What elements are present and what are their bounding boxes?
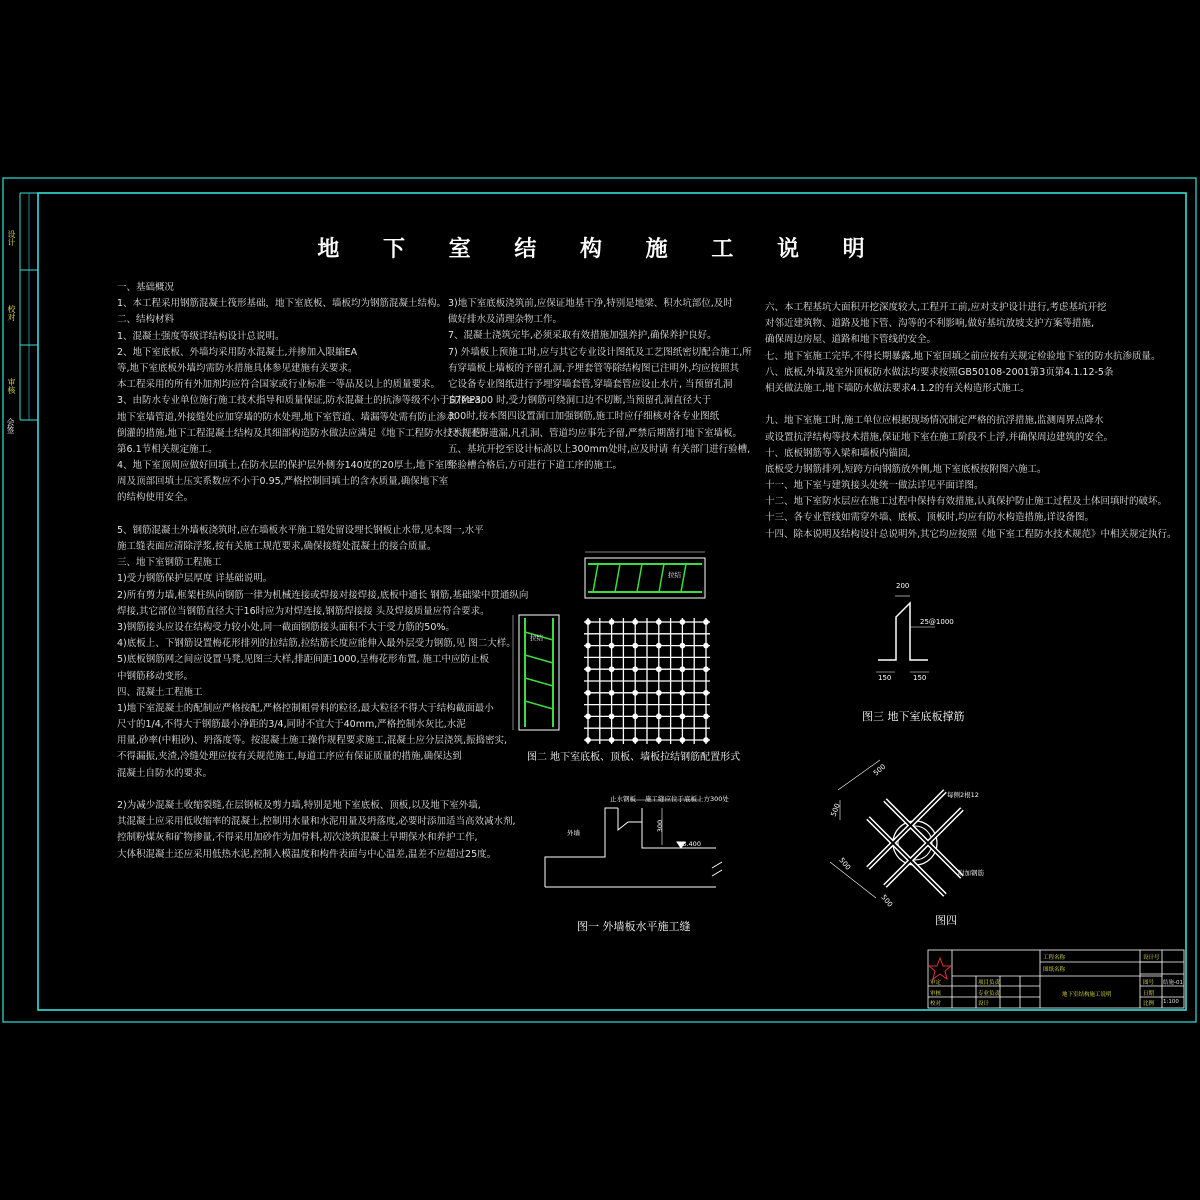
- tb-cell: 项目负责: [978, 980, 1001, 986]
- note-line: 中钢筋移动变形。: [117, 670, 194, 682]
- note-line: 倒灌的措施,地下工程混凝土结构及其细部构造防水做法应满足《地下工程防水技术规范》: [117, 427, 491, 439]
- note-line: 尺寸的1/4,不得大于钢筋最小净距的3/4,同时不宜大于40mm,严格控制水灰比,水泥: [117, 719, 466, 731]
- figure-1-note-label: 施工缝应位于底板上方300处: [645, 795, 729, 803]
- mesh-tie: [704, 714, 708, 718]
- mesh-tie: [680, 691, 684, 695]
- note-line: 经验槽合格后,方可进行下道工序的施工。: [448, 459, 623, 471]
- notes-right-column: [765, 300, 1177, 543]
- drawing-title: 地 下 室 结 构 施 工 说 明: [317, 237, 883, 262]
- note-line: 本工程采用的所有外加剂均应符合国家或行业标准一等品及以上的质量要求。: [117, 379, 441, 391]
- tb-cell: 专业负责: [978, 991, 1001, 997]
- figure-3-dim-top: 200: [896, 582, 910, 590]
- note-line: 大体积混凝土还应采用低热水泥,控制入模温度和构件表面与中心温差,温差不应超过25度。: [117, 848, 497, 860]
- note-line: 周及顶部回填土压实系数应不小于0.95,严格控制回填土的含水质量,确保地下室: [117, 476, 449, 488]
- mesh-tie: [586, 738, 590, 742]
- mesh-tie: [704, 667, 708, 671]
- mesh-tie: [609, 738, 613, 742]
- note-line: 三、地下室钢筋工程施工: [117, 557, 222, 569]
- figure-2: [513, 552, 710, 744]
- mesh-tie: [680, 714, 684, 718]
- figure-3-caption: 图三 地下室底板撑筋: [862, 710, 965, 723]
- figure-1-elevation: -3.400: [680, 840, 701, 848]
- note-line: 1)地下室混凝土的配制应严格按配,严格控制粗骨料的粒径,最大粒径不得大于结构截面最小: [117, 702, 494, 714]
- mesh-tie: [609, 667, 613, 671]
- figure-3-dim-right: 150: [913, 674, 927, 682]
- figure-2-label-a: 拉结: [530, 634, 543, 642]
- figure-4-dim-d: 500: [879, 893, 895, 909]
- figure-1-outer-wall-label: 外墙: [567, 829, 580, 837]
- mesh-tie: [633, 714, 637, 718]
- note-line: 2、地下室底板、外墙均采用防水混凝土,并掺加入限縮EA: [117, 346, 358, 358]
- note-line: 对邻近建筑物、道路及地下管、沟等的不利影响,做好基坑放坡支护方案等措施,: [765, 318, 1095, 330]
- note-line: 四、混凝土工程施工: [117, 686, 203, 698]
- note-line: [765, 397, 1177, 413]
- strip-label-review: 审核: [7, 378, 16, 394]
- figure-4-bar-label: 每侧2根12: [947, 791, 979, 799]
- note-line: 第6.1节相关规定施工。: [117, 443, 218, 455]
- mesh-tie: [704, 643, 708, 647]
- mesh-tie: [633, 691, 637, 695]
- note-line: 相关做法施工,地下墙防水做法要求4.1.2的有关构造形式施工。: [765, 382, 1030, 394]
- note-line: 7、混凝土浇筑完毕,必须采取有效措施加强养护,确保养护良好。: [448, 330, 717, 342]
- note-line: 五、基坑开挖至设计标高以上300mm处时,应及时请 有关部门进行验槽,: [448, 443, 751, 455]
- mesh-tie: [609, 643, 613, 647]
- note-line: 等,地下室底板外墙均需防水措施具体参见建施有关要求。: [117, 362, 358, 374]
- note-line: 六、本工程基坑大面积开挖深度较大,工程开工前,应对支护设计进行,考虑基坑开挖: [765, 302, 1107, 313]
- mesh-tie: [609, 691, 613, 695]
- figure-3: [876, 596, 935, 672]
- note-line: 焊接,其它部位当钢筋直径大于16时应为对焊连接,钢筋焊接接 头及焊接质量应符合要求。: [117, 605, 490, 617]
- figure-1-caption: 图一 外墙板水平施工缝: [577, 920, 691, 933]
- tb-drawing-no-label: 设计号: [1143, 955, 1160, 961]
- mesh-tie: [680, 620, 684, 624]
- note-line: 地下室墙管道,外接缝处应加穿墙的防水处理,地下室管道、墙漏等处需有防止渗水: [117, 411, 456, 423]
- note-line: 施工缝表面应清除浮浆,按有关施工规范要求,确保接缝处混凝土的接合质量。: [117, 541, 437, 552]
- tb-sheet-title-label: 图纸名称: [1043, 967, 1066, 973]
- tb-cell: 审定: [930, 980, 942, 986]
- note-line: 做好排水及清理杂物工作。: [448, 314, 563, 326]
- figure-3-dim-left: 150: [878, 674, 892, 682]
- mesh-tie: [633, 667, 637, 671]
- note-line: 确保周边房屋、道路和地下管线的安全。: [765, 334, 937, 346]
- figure-4: [830, 760, 962, 898]
- note-line: 十四、除本说明及结构设计总说明外,其它均应按照《地下室工程防水技术规范》中相关规定执行。: [765, 528, 1177, 540]
- note-line: 1、本工程采用钢筋混凝土筏形基础，地下室底板、墙板均为钢筋混凝土结构。: [117, 298, 447, 310]
- figure-1-waterstop-label: 止水钢板: [610, 795, 636, 803]
- mesh-tie: [657, 691, 661, 695]
- mesh-tie: [586, 643, 590, 647]
- note-line: 5)底板钢筋网之间应设置马凳,见图三大样,排距间距1000,呈梅花形布置, 施工中应防止板: [117, 654, 490, 666]
- note-line: 用量,砂率(中粗砂)、坍落度等。按混凝土施工操作规程要求施工,混凝土应分层浇筑,振捣密实,: [117, 735, 507, 747]
- figure-4-dim-c: 500: [837, 856, 853, 872]
- mesh-tie: [704, 691, 708, 695]
- note-line: 的结构使用安全。: [117, 492, 194, 504]
- note-line: 十二、地下室防水层应在施工过程中保持有效措施,认真保护防止施工过程及土体回填时的破坏。: [765, 496, 1168, 508]
- note-line: 4、地下室顶周应做好回填土,在防水层的保护层外侧夯140度的20厚土,地下室四: [117, 460, 454, 472]
- note-line: 4)底板上、下钢筋设置梅花形排列的拉结筋,拉结筋长度应能伸入最外层受力钢筋,见 图二大样。: [117, 638, 516, 650]
- mesh-tie: [680, 643, 684, 647]
- figure-4-dim-b: 500: [829, 802, 842, 818]
- note-line: 十三、各专业管线如需穿外墙、底板、顶板时,均应有防水构造措施,详设备图。: [765, 512, 1095, 524]
- note-line: 十、底板钢筋等入梁和墙板内锚固,: [765, 447, 911, 459]
- tb-cell: 日期: [1143, 991, 1155, 997]
- strip-label-sign: 会签: [6, 418, 15, 434]
- note-line: 3、由防水专业单位施行施工技术指导和质量保证,防水混凝土的抗渗等级不小于S7MPa,: [117, 395, 484, 407]
- note-line: 一、基础概况: [117, 282, 175, 293]
- mesh-tie: [633, 643, 637, 647]
- tb-cell: 比例: [1143, 1001, 1155, 1007]
- figure-1-dim: 300: [656, 819, 665, 833]
- tb-cell: 结施-01: [1163, 980, 1183, 986]
- mesh-tie: [657, 738, 661, 742]
- figure-4-bar-label-2: 附加钢筋: [958, 869, 984, 877]
- mesh-tie: [586, 620, 590, 624]
- note-line: 直径≥300 时,受力钢筋可绕洞口边不切断,当预留孔洞直径大于: [448, 395, 712, 407]
- note-line: 混凝土自防水的要求。: [117, 767, 213, 779]
- mesh-tie: [657, 620, 661, 624]
- note-line: 二、结构材料: [117, 314, 175, 326]
- note-line: 八、底板,外墙及室外顶板防水做法均要求按照GB50108-2001第3页第4.1.12-5条: [765, 366, 1114, 378]
- mesh-tie: [586, 714, 590, 718]
- figure-4-dim-a: 500: [871, 762, 888, 778]
- mesh-tie: [633, 738, 637, 742]
- mesh-tie: [657, 667, 661, 671]
- tb-project-label: 工程名称: [1043, 955, 1066, 961]
- figure-2-label-b: 拉结: [668, 571, 681, 579]
- note-line: 底板受力钢筋排列,短跨方向钢筋放外侧,地下室底板按附图六施工。: [765, 463, 1047, 475]
- mesh-tie: [609, 714, 613, 718]
- mesh-tie: [633, 620, 637, 624]
- mesh-tie: [609, 620, 613, 624]
- note-line: 控制粉煤灰和矿物掺量,不得采用加砂作为加骨料,初次浇筑混凝土早期保水和养护工作,: [117, 832, 478, 844]
- note-line: [117, 507, 528, 523]
- note-line: 5、钢筋混凝土外墙板浇筑时,应在墙板水平施工缝处留设埋长钢板止水带,见本图一,水平: [117, 524, 484, 536]
- note-line: 2)所有剪力墙,框架柱纵向钢筋一律为机械连接或焊接对接焊接,底板中通长 钢筋,基础梁中贯通纵向: [117, 589, 529, 601]
- note-line: 不得漏振,夹渣,冷缝处理应按有关规范施工,每道工序应有保证质量的措施,确保达到: [117, 751, 462, 763]
- tb-cell: 1:100: [1163, 999, 1179, 1005]
- note-line: 其混凝土应采用低收缩率的混凝土,控制用水量和水泥用量及坍落度,必要时添加适当高效减水剂,: [117, 816, 516, 828]
- note-line: 2)为减少混凝土收缩裂缝,在层钢板及剪力墙,特别是地下室底板、顶板,以及地下室外墙,: [117, 800, 481, 811]
- note-line: 或设置抗浮结构等技术措施,保证地下室在施工阶段不上浮,并确保周边建筑的安全。: [765, 431, 1114, 443]
- note-line: 1、混凝土强度等级详结构设计总说明。: [117, 330, 285, 342]
- mesh-tie: [704, 738, 708, 742]
- tb-center-text: 地下室结构施工说明: [1062, 992, 1112, 998]
- tb-cell: 图号: [1143, 980, 1155, 986]
- mesh-tie: [704, 620, 708, 624]
- mesh-tie: [680, 738, 684, 742]
- note-line: 十一、地下室与建筑接头处统一做法详见平面详图。: [765, 480, 984, 492]
- note-line: 3)钢筋接头应设在结构受力较小处,同一截面钢筋接头面积不大于受力筋的50%。: [117, 621, 455, 633]
- note-line: 尺寸,不得遗漏,凡孔洞、管道均应事先予留,严禁后期凿打地下室墙板。: [448, 427, 743, 439]
- strip-label-design: 设计: [7, 230, 16, 246]
- mesh-tie: [680, 667, 684, 671]
- note-line: 7) 外墙板上预施工时,应与其它专业设计图纸及工艺图纸密切配合施工,所: [448, 346, 752, 358]
- mesh-tie: [586, 691, 590, 695]
- note-line: 1)受力钢筋保护层厚度 详基础说明。: [117, 573, 273, 585]
- mesh-tie: [657, 643, 661, 647]
- mesh-tie: [657, 714, 661, 718]
- note-line: 3)地下室底板浇筑前,应保证地基干净,特别是地梁、积水坑部位,及时: [448, 298, 733, 309]
- note-line: [117, 782, 528, 798]
- note-line: 九、地下室施工时,施工单位应根据现场情况制定严格的抗浮措施,监测周界点降水: [765, 415, 1104, 427]
- note-line: 300时,按本图四设置洞口加强钢筋,施工时应仔细核对各专业图纸: [448, 411, 720, 423]
- note-line: 七、地下室施工完毕,不得长期暴露,地下室回填之前应按有关规定检验地下室的防水抗渗质量。: [765, 350, 1161, 362]
- figure-3-label: 25@1000: [920, 618, 954, 626]
- figure-2-caption: 图二 地下室底板、顶板、墙板拉结钢筋配置形式: [527, 752, 741, 763]
- note-line: 有穿墙板上墙板的予留孔洞,予埋套管等除结构图已注明外,均应按照其: [448, 362, 740, 374]
- tb-cell: 审核: [930, 991, 942, 997]
- mesh-tie: [586, 667, 590, 671]
- strip-label-check: 校对: [7, 305, 16, 321]
- tb-cell: 校对: [930, 1001, 942, 1007]
- notes-middle-column: [448, 296, 752, 474]
- note-line: 它设备专业图纸进行予埋穿墙套管,穿墙套管应设止水片, 当预留孔洞: [448, 378, 733, 390]
- figure-4-caption: 图四: [935, 914, 957, 927]
- tb-cell: 设计: [978, 1001, 990, 1007]
- logo-star-icon: [929, 958, 951, 979]
